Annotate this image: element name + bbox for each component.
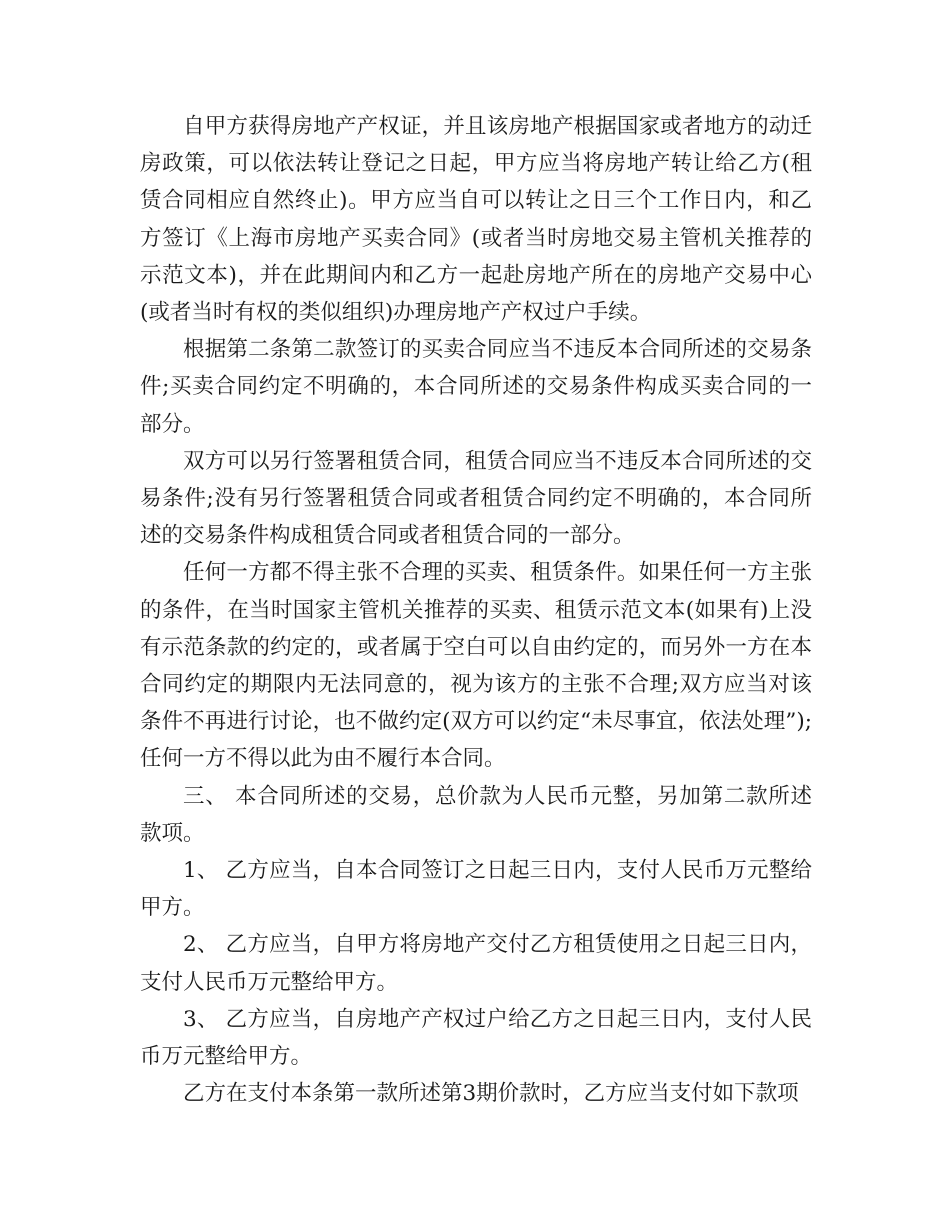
paragraph-third-installment: 乙方在支付本条第一款所述第3期价款时，乙方应当支付如下款项 xyxy=(183,1081,799,1107)
paragraph-lease-contract-terms: 双方可以另行签署租赁合同，租赁合同应当不违反本合同所述的交易条件;没有另行签署租赁合同或者租赁合同约定不明确的，本合同所述的交易条件构成租赁合同或者租赁合同的一部分。 xyxy=(140,448,812,549)
payment-item-2: 2、 乙方应当，自甲方将房地产交付乙方租赁使用之日起三日内，支付人民币万元整给甲方。 xyxy=(140,932,812,995)
payment-item-1: 1、 乙方应当，自本合同签订之日起三日内，支付人民币万元整给甲方。 xyxy=(140,858,812,921)
document-page xyxy=(140,108,812,1112)
paragraph-unreasonable-conditions: 任何一方都不得主张不合理的买卖、租赁条件。如果任何一方主张的条件，在当时国家主管机关推荐的买卖、租赁示范文本(如果有)上没有示范条款的约定的，或者属于空白可以自由约定的，而另外一方在本合同约定的期限内无法同意的，视为该方的主张不合理;双方应当对该条件不再进行讨论，也不做约定(双方可以约定“未尽事宜，依法处理”);任何一方不得以此为由不履行本合同。 xyxy=(140,560,812,772)
paragraph-transfer-registration: 自甲方获得房地产产权证，并且该房地产根据国家或者地方的动迁房政策，可以依法转让登记之日起，甲方应当将房地产转让给乙方(租赁合同相应自然终止)。甲方应当自可以转让之日三个工作日内，和乙方签订《上海市房地产买卖合同》(或者当时房地交易主管机关推荐的示范文本)，并在此期间内和乙方一起赴房地产所在的房地产交易中心(或者当时有权的类似组织)办理房地产产权过户手续。 xyxy=(140,114,812,326)
payment-item-3: 3、 乙方应当，自房地产产权过户给乙方之日起三日内，支付人民币万元整给甲方。 xyxy=(140,1006,812,1070)
section-three-total-price: 三、 本合同所述的交易，总价款为人民币元整，另加第二款所述款项。 xyxy=(140,783,812,846)
paragraph-sale-contract-terms: 根据第二条第二款签订的买卖合同应当不违反本合同所述的交易条件;买卖合同约定不明确的，本合同所述的交易条件构成买卖合同的一部分。 xyxy=(140,337,812,437)
